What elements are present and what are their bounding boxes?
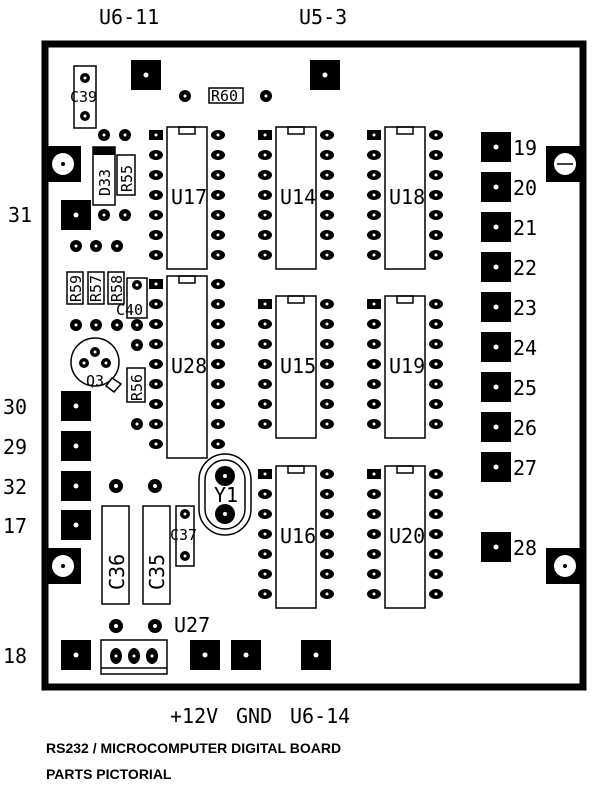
pad-top-u6-11 <box>131 60 161 90</box>
label-u15: U15 <box>280 354 317 378</box>
label-pad-27: 27 <box>513 456 538 480</box>
ic-u16 <box>258 466 334 608</box>
label-u28: U28 <box>171 354 208 378</box>
pad-17 <box>61 510 91 540</box>
ic-u20 <box>367 466 443 608</box>
mounting-hole <box>546 548 583 584</box>
pad-plus-12v <box>190 640 220 670</box>
label-pad-20: 20 <box>513 176 538 200</box>
label-u5-3: U5-3 <box>299 5 348 29</box>
ic-u28 <box>149 276 225 458</box>
pad-27 <box>481 452 511 482</box>
pad-gnd <box>231 640 261 670</box>
pad-22 <box>481 252 511 282</box>
label-pad-19: 19 <box>513 136 538 160</box>
pad-19 <box>481 132 511 162</box>
pad-20 <box>481 172 511 202</box>
label-u19: U19 <box>389 354 426 378</box>
ic-u15 <box>258 296 334 438</box>
label-pad-24: 24 <box>513 336 538 360</box>
label-c37: C37 <box>170 526 198 544</box>
label-pad-21: 21 <box>513 216 538 240</box>
label-u6-14: U6-14 <box>290 704 351 728</box>
label-r60: R60 <box>211 87 239 105</box>
label-pad-18: 18 <box>3 644 28 668</box>
ic-u17 <box>149 127 225 269</box>
pad-26 <box>481 412 511 442</box>
label-r57: R57 <box>87 274 105 302</box>
regulator-u27 <box>101 640 167 674</box>
label-pad-28: 28 <box>513 536 538 560</box>
label-r56: R56 <box>128 373 146 401</box>
footer-subtitle: PARTS PICTORIAL <box>46 766 172 782</box>
pad-top-u5-3 <box>310 60 340 90</box>
label-u14: U14 <box>280 185 317 209</box>
label-pad-30: 30 <box>3 395 28 419</box>
label-pad-31: 31 <box>8 203 33 227</box>
pad-23 <box>481 292 511 322</box>
label-c39: C39 <box>70 88 98 106</box>
right-pad-layer <box>481 132 537 562</box>
label-pad-32: 32 <box>3 475 28 499</box>
mounting-hole <box>45 548 81 584</box>
pad-u6-14 <box>301 640 331 670</box>
label-pad-25: 25 <box>513 376 538 400</box>
pad-24 <box>481 332 511 362</box>
pad-25 <box>481 372 511 402</box>
pad-21 <box>481 212 511 242</box>
label-plus-12v: +12V <box>170 704 219 728</box>
label-q3: Q3 <box>86 372 105 390</box>
label-c36: C36 <box>105 553 129 590</box>
ic-u19 <box>367 296 443 438</box>
pad-30 <box>61 391 91 421</box>
label-u20: U20 <box>389 524 426 548</box>
pad-18 <box>61 640 91 670</box>
mounting-hole <box>45 146 81 182</box>
label-pad-26: 26 <box>513 416 538 440</box>
footer-title: RS232 / MICROCOMPUTER DIGITAL BOARD <box>46 740 342 756</box>
label-r58: R58 <box>108 274 126 302</box>
label-d33: D33 <box>96 168 114 196</box>
label-pad-17: 17 <box>3 514 28 538</box>
mounting-hole <box>546 146 583 182</box>
label-r55: R55 <box>118 164 136 192</box>
label-y1: Y1 <box>214 483 239 507</box>
label-u18: U18 <box>389 185 426 209</box>
pad-28 <box>481 532 511 562</box>
label-u27: U27 <box>174 613 211 637</box>
label-r59: R59 <box>67 274 85 302</box>
label-pad-23: 23 <box>513 296 538 320</box>
ic-u14 <box>258 127 334 269</box>
via-row <box>70 240 123 252</box>
label-u17: U17 <box>171 185 208 209</box>
label-u16: U16 <box>280 524 317 548</box>
pad-29 <box>61 431 91 461</box>
label-gnd: GND <box>236 704 273 728</box>
label-u6-11: U6-11 <box>99 5 160 29</box>
ic-u18 <box>367 127 443 269</box>
label-pad-22: 22 <box>513 256 538 280</box>
pad-32 <box>61 471 91 501</box>
label-c40: C40 <box>116 301 144 319</box>
pad-31 <box>61 200 91 230</box>
label-pad-29: 29 <box>3 435 28 459</box>
label-c35: C35 <box>145 553 169 590</box>
